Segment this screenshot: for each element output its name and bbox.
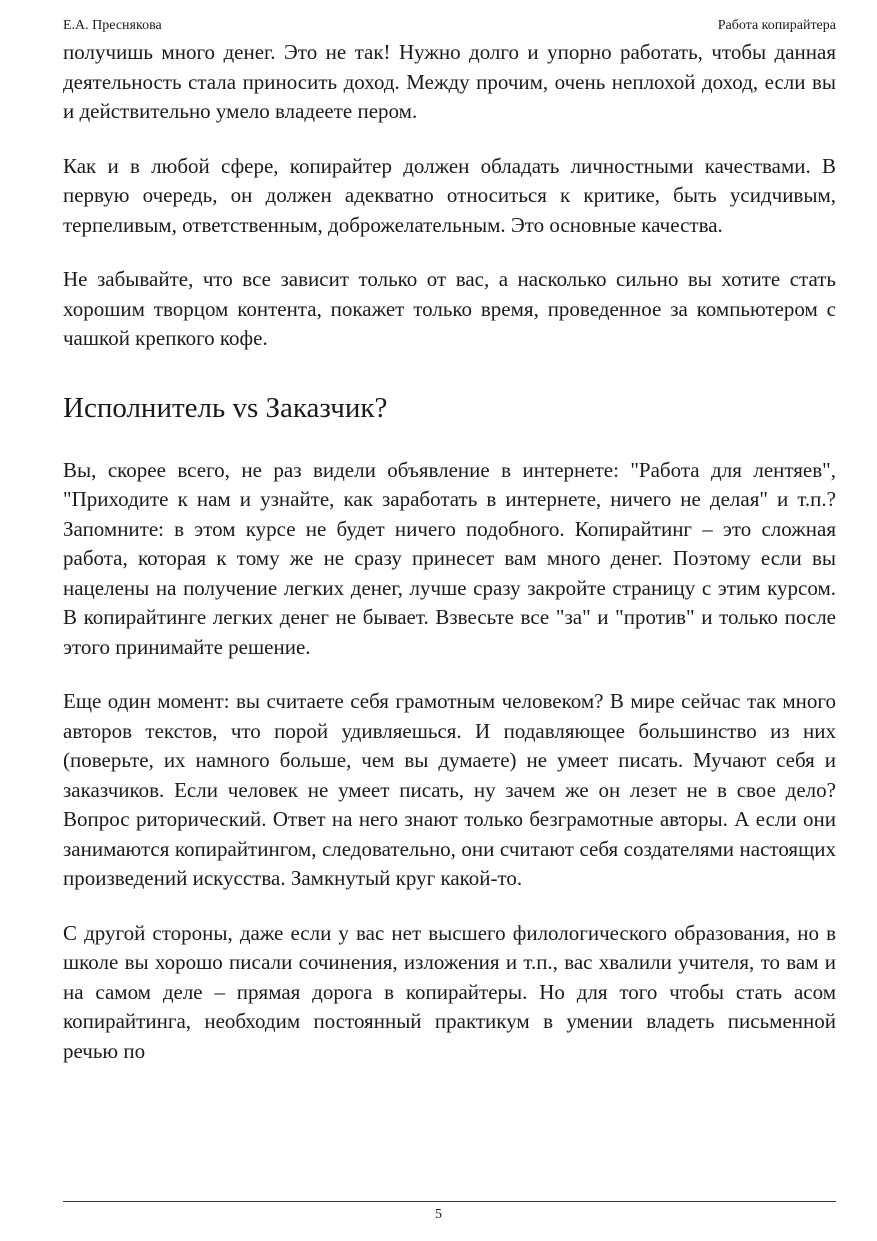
footer-divider — [63, 1201, 836, 1202]
page-number: 5 — [435, 1207, 442, 1222]
header-author: Е.А. Преснякова — [63, 18, 162, 33]
page-header — [63, 16, 836, 36]
page-content — [63, 38, 836, 1066]
paragraph: получишь много денег. Это не так! Нужно долго и упорно работать, чтобы данная деятельность стала приносить доход. Между прочим, очень неплохой доход, если вы и действительно умело владеете пером. — [63, 40, 836, 123]
paragraph: С другой стороны, даже если у вас нет высшего филологического образования, но в школе вы хорошо писали сочинения, изложения и т.п., вас хвалили учителя, то вам и на самом деле – прямая дорога в копирайтеры. Но для того чтобы стать асом копирайтинга, необходим постоянный практикум в умении владеть письменной речью по — [63, 920, 836, 1063]
paragraph: Еще один момент: вы считаете себя грамотным человеком? В мире сейчас так много авторов текстов, что порой удивляешься. И подавляющее большинство из них (поверьте, их намного больше, чем вы думаете) не умеет писать. Мучают себя и заказчиков. Если человек не умеет писать, ну зачем же он лезет не в свое дело? Вопрос риторический. Ответ на него знают только безграмотные авторы. А если они занимаются копирайтингом, следовательно, они считают себя создателями настоящих произведений искусства. Замкнутый круг какой-то. — [63, 689, 836, 890]
header-title: Работа копирайтера — [717, 18, 836, 33]
paragraph: Как и в любой сфере, копирайтер должен обладать личностными качествами. В первую очередь, он должен адекватно относиться к критике, быть усидчивым, терпеливым, ответственным, доброжелательным. Это основные качества. — [63, 153, 836, 237]
paragraph: Не забывайте, что все зависит только от вас, а насколько сильно вы хотите стать хорошим творцом контента, покажет только время, проведенное за компьютером с чашкой крепкого кофе. — [63, 267, 836, 350]
section-heading: Исполнитель vs Заказчик? — [63, 391, 388, 424]
paragraph: Вы, скорее всего, не раз видели объявление в интернете: "Работа для лентяев", "Приходите к нам и узнайте, как заработать в интернете, ничего не делая" и т.п.? Запомните: в этом курсе не будет ничего подобного. Копирайтинг – это сложная работа, которая к тому же не сразу принесет вам много денег. Поэтому если вы нацелены на получение легких денег, лучше сразу закройте страницу с этим курсом. В копирайтинге легких денег не бывает. Взвесьте все "за" и "против" и только после этого принимайте решение. — [63, 457, 836, 659]
